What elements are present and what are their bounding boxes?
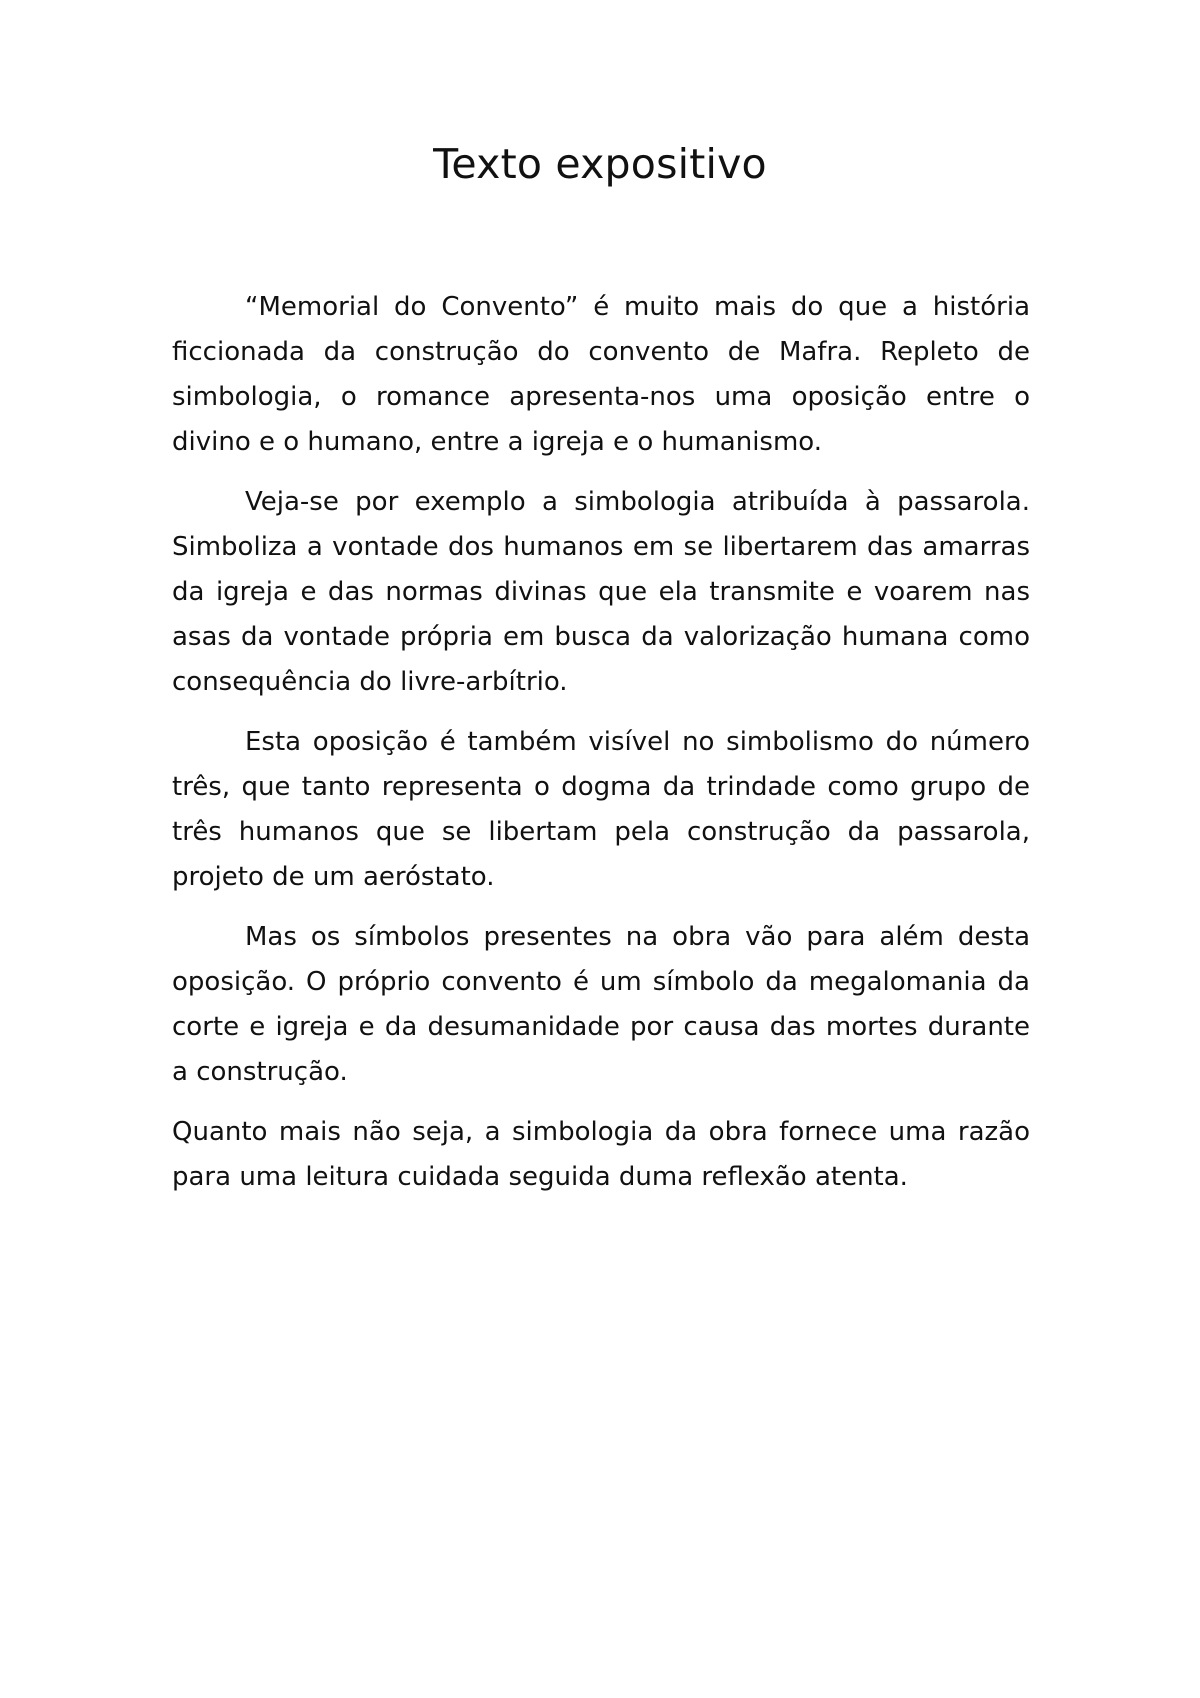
document-title: Texto expositivo: [433, 140, 767, 188]
paragraph-3: Esta oposição é também visível no simbolismo do número três, que tanto representa o dogma da trindade como grupo de três humanos que se libertam pela construção da passarola, projeto de um aeróstato.: [172, 727, 1030, 892]
paragraph-2: Veja-se por exemplo a simbologia atribuída à passarola. Simboliza a vontade dos humanos em se libertarem das amarras da igreja e das normas divinas que ela transmite e voarem nas asas da vontade própria em busca da valorização humana como consequência do livre-arbítrio.: [172, 487, 1030, 697]
paragraph-5: Quanto mais não seja, a simbologia da obra fornece uma razão para uma leitura cuidada seguida duma reflexão atenta.: [172, 1117, 1030, 1192]
paragraph-1: “Memorial do Convento” é muito mais do que a história ficcionada da construção do convento de Mafra. Repleto de simbologia, o romance apresenta-nos uma oposição entre o divino e o humano, entre a igreja e o humanismo.: [172, 292, 1030, 457]
paragraph-4: Mas os símbolos presentes na obra vão para além desta oposição. O próprio convento é um símbolo da megalomania da corte e igreja e da desumanidade por causa das mortes durante a construção.: [172, 922, 1030, 1087]
document-body: [172, 285, 1030, 1215]
